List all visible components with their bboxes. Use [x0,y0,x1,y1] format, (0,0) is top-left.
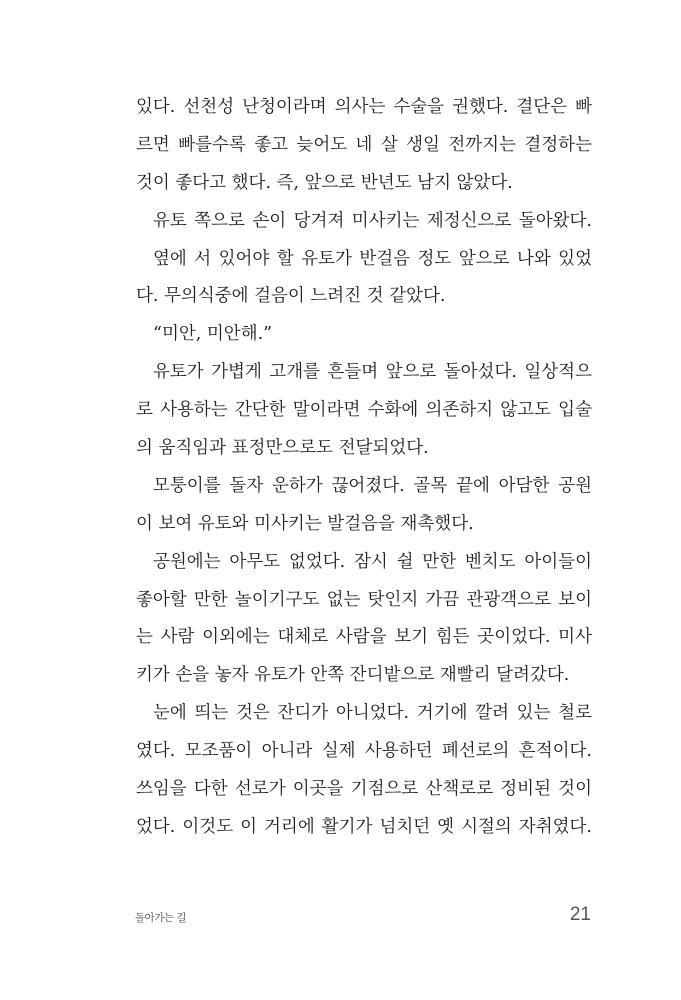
text-line: 것이 좋다고 했다. 즉, 앞으로 반년도 남지 않았다. [136,172,513,193]
text-line: 쓰임을 다한 선로가 이곳을 기점으로 산책로로 정비된 것이 [136,779,592,800]
text-line: 의 움직임과 표정만으로도 전달되었다. [136,438,429,459]
text-line: 옆에 서 있어야 할 유토가 반걸음 정도 앞으로 나와 있었 [153,248,592,269]
text-line: 유토가 가볍게 고개를 흔들며 앞으로 돌아섰다. 일상적으 [153,362,592,383]
text-line: 키가 손을 놓자 유토가 안쪽 잔디밭으로 재빨리 달려갔다. [136,665,570,686]
text-line: 이 보여 유토와 미사키는 발걸음을 재촉했다. [136,513,474,534]
text-line: 로 사용하는 간단한 말이라면 수화에 의존하지 않고도 입술 [136,400,592,421]
text-line: 모퉁이를 돌자 운하가 끊어졌다. 골목 끝에 아담한 공원 [153,475,592,496]
text-line: 있다. 선천성 난청이라며 의사는 수술을 권했다. 결단은 빠 [136,97,592,117]
page-number: 21 [569,904,591,925]
text-line: 는 사람 이외에는 대체로 사람을 보기 힘든 곳이었다. 미사 [136,627,592,648]
text-line: 공원에는 아무도 없었다. 잠시 쉴 만한 벤치도 아이들이 [153,551,592,572]
text-line: 었다. 이것도 이 거리에 활기가 넘치던 옛 시절의 자취였다. [136,816,592,837]
text-line: 르면 빠를수록 좋고 늦어도 네 살 생일 전까지는 결정하는 [136,134,592,155]
text-line: “미안, 미안해.” [153,324,273,345]
body-text [136,89,592,847]
text-line: 였다. 모조품이 아니라 실제 사용하던 폐선로의 흔적이다. [136,741,592,762]
text-line: 유토 쪽으로 손이 당겨져 미사키는 제정신으로 돌아왔다. [153,210,592,231]
text-line: 좋아할 만한 놀이기구도 없는 탓인지 가끔 관광객으로 보이 [136,589,592,610]
text-line: 눈에 띄는 것은 잔디가 아니었다. 거기에 깔려 있는 철로 [153,703,592,724]
running-footer-title: 돌아가는 길 [135,912,187,924]
text-line: 다. 무의식중에 걸음이 느려진 것 같았다. [136,286,446,307]
